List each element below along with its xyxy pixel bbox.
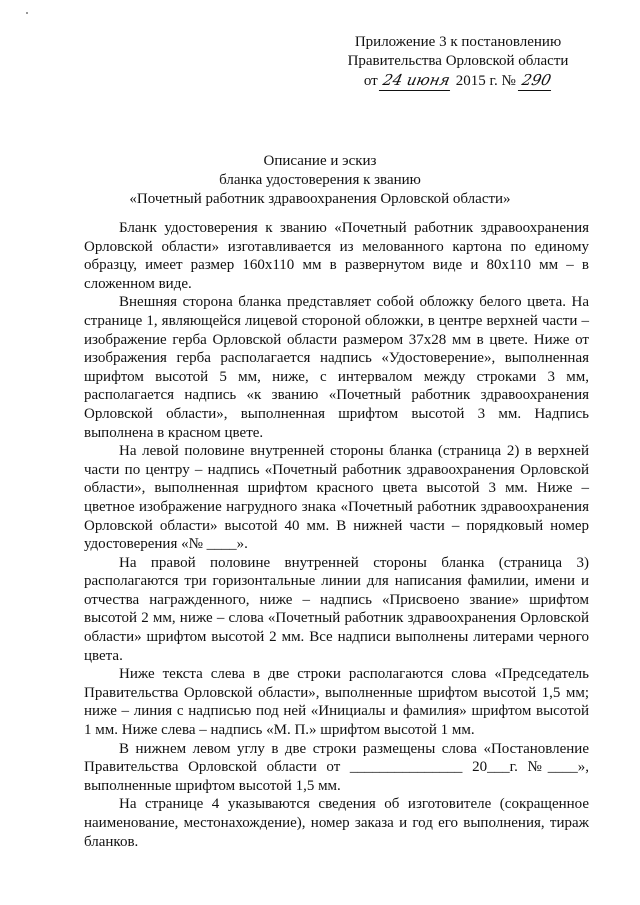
title-line-1: Описание и эскиз [263,153,377,169]
document-title [60,152,580,209]
date-prefix: от [363,73,378,89]
scan-speck [26,12,28,14]
handwritten-number: 290 [517,71,554,91]
handwritten-date: 24 июня [379,71,454,91]
date-mid: 2015 г. № [455,73,516,89]
header-date-line [338,71,578,91]
paragraph: На правой половине внутренней стороны бланка (страница 3) располагаются три горизонтальные линии для написания фамилии, имени и отчества награжденного, ниже – надпись «Присвоено звание» шрифтом высотой 2 мм, ниже – слова «Почетный работник здравоохранения Орловской области» шрифтом высотой 2 мм. Все надписи выполнены литерами черного цвета. [84,554,589,664]
document-body [84,219,589,851]
paragraph: На странице 4 указываются сведения об изготовителе (сокращенное наименование, местонахождение), номер заказа и год его выполнения, тираж бланков. [84,796,589,850]
header-line-2: Правительства Орловской области [347,53,569,69]
title-line-3: «Почетный работник здравоохранения Орловской области» [129,191,511,207]
title-line-2: бланка удостоверения к званию [219,172,421,188]
paragraph: Ниже текста слева в две строки располагаются слова «Председатель Правительства Орловской области», выполненные шрифтом высотой 1,5 мм; ниже – линия с надписью под ней «Инициалы и фамилия» шрифтом высотой 1 мм. Ниже слева – надпись «М. П.» шрифтом высотой 1 мм. [84,666,589,739]
paragraph: Бланк удостоверения к званию «Почетный работник здравоохранения Орловской области» изготавливается из мелованного картона по единому образцу, имеет размер 160x110 мм в развернутом виде и 80x110 мм – в сложенном виде. [84,220,589,292]
paragraph: На левой половине внутренней стороны бланка (страница 2) в верхней части по центру – надпись «Почетный работник здравоохранения Орловской области», выполненная шрифтом красного цвета высотой 3 мм. Ниже – цветное изображение нагрудного знака «Почетный работник здравоохранения Орловской области» высотой 40 мм. В нижней части – порядковый номер удостоверения «№ ____». [84,443,589,553]
header-line-1: Приложение 3 к постановлению [354,34,562,50]
paragraph: Внешняя сторона бланка представляет собой обложку белого цвета. На странице 1, являющейся лицевой стороной обложки, в центре верхней части – изображение герба Орловской области размером 37x28 мм в цвете. Ниже от изображения герба располагается надпись «Удостоверение», выполненная шрифтом высотой 5 мм, ниже, с интервалом между строками 3 мм, располагается надпись «к званию «Почетный работник здравоохранения Орловской области», выполненная шрифтом высотой 3 мм. Надпись выполнена в красном цвете. [84,294,589,441]
paragraph: В нижнем левом углу в две строки размещены слова «Постановление Правительства Орловской области от _______________ 20___г. №____», выполненные шрифтом высотой 1,5 мм. [84,740,589,794]
appendix-header [338,33,578,91]
